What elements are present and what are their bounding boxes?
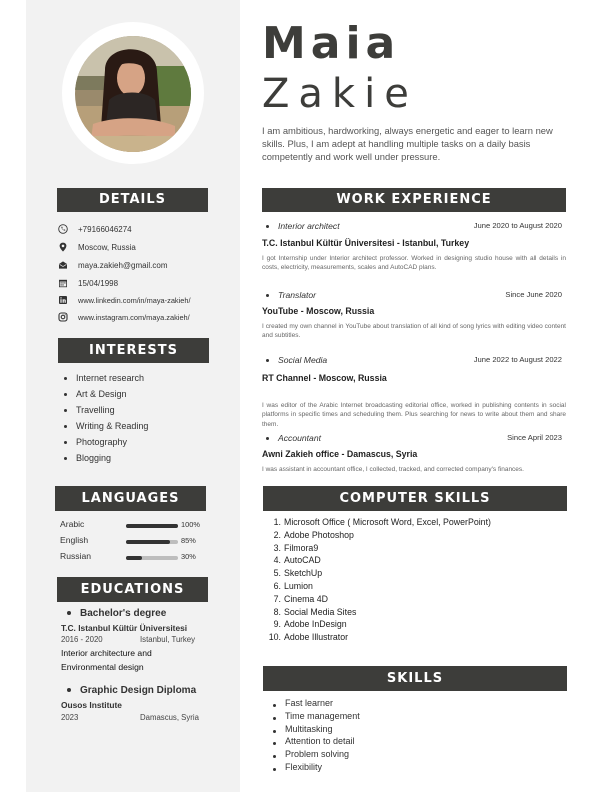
work-experience-heading: WORK EXPERIENCE	[262, 188, 566, 212]
computer-skill-item: 6. Lumion	[273, 580, 313, 591]
language-level-bar	[126, 524, 178, 528]
language-level-fill	[126, 556, 142, 560]
skill-item: Problem solving	[273, 748, 360, 761]
computer-skill-item: 3. Filmora9	[273, 542, 319, 553]
last-name: Zakie	[262, 71, 418, 117]
computer-skill-item: 4. AutoCAD	[273, 555, 321, 566]
job-dates: Since April 2023	[507, 433, 562, 442]
languages-heading: LANGUAGES	[55, 486, 206, 511]
language-name: Arabic	[60, 519, 85, 529]
job-description: I was assistant in accountant office, I collected, tracked, and corrected company's finances.	[262, 466, 524, 473]
contact-instagram[interactable]	[58, 311, 190, 323]
interest-item: Travelling	[64, 402, 148, 418]
contact-linkedin[interactable]	[58, 294, 191, 306]
language-row	[60, 519, 210, 531]
phone-text: +79166046274	[78, 224, 132, 234]
interest-item: Photography	[64, 434, 148, 450]
job-company: T.C. Istanbul Kültür Üniversitesi - Istanbul, Turkey	[262, 238, 470, 248]
interests-list	[64, 370, 148, 466]
computer-skill-item: 2. Adobe Photoshop	[273, 529, 354, 540]
job-dates: June 2022 to August 2022	[473, 355, 562, 364]
language-row	[60, 535, 210, 547]
job-role: Interior architect	[266, 221, 340, 231]
mail-icon	[58, 260, 68, 270]
interests-heading: INTERESTS	[58, 338, 209, 363]
job-dates: June 2020 to August 2020	[473, 221, 562, 230]
language-level-bar	[126, 556, 178, 560]
location-text: Moscow, Russia	[78, 242, 136, 252]
skills-heading: SKILLS	[263, 666, 567, 691]
educations-heading: EDUCATIONS	[57, 577, 208, 602]
contact-phone	[58, 223, 132, 235]
computer-skills-heading: COMPUTER SKILLS	[263, 486, 567, 511]
language-level-fill	[126, 540, 170, 544]
job-dates: Since June 2020	[505, 290, 562, 299]
details-heading: DETAILS	[57, 188, 208, 212]
phone-icon	[58, 224, 68, 234]
interest-item: Blogging	[64, 450, 148, 466]
education-dates: 2023	[61, 713, 79, 722]
interest-item: Internet research	[64, 370, 148, 386]
computer-skill-item: 7. Cinema 4D	[273, 593, 329, 604]
contact-birthdate	[58, 277, 118, 289]
education-school: Ousos Institute	[61, 700, 122, 710]
job-company: YouTube - Moscow, Russia	[262, 306, 375, 316]
language-percent: 30%	[181, 552, 196, 561]
job-description: I was editor of the Arabic Internet broadcasting editorial office, worked in publishing contents in social platforms in specific times and scheduling them. Plus searching for news to write about them and share them.	[262, 402, 566, 428]
job-description: I created my own channel in YouTube about translation of all kind of song lyrics with editing video content and subtitles.	[262, 323, 566, 340]
language-percent: 100%	[181, 520, 200, 529]
linkedin-link[interactable]: www.linkedin.com/in/maya-zakieh/	[78, 295, 191, 305]
email-text[interactable]: maya.zakieh@gmail.com	[78, 260, 168, 270]
education-description: Interior architecture and Environmental design	[61, 648, 152, 672]
language-row	[60, 551, 210, 563]
profile-summary: I am ambitious, hardworking, always energetic and eager to learn new skills. Plus, I am adept at handling multiple tasks on a daily basis competently and work well under pressure.	[262, 125, 553, 162]
first-name: Maia	[262, 18, 401, 69]
job-role: Translator	[266, 290, 316, 300]
education-school: T.C. Istanbul Kültür Üniversitesi	[61, 623, 188, 633]
language-level-fill	[126, 524, 178, 528]
computer-skill-item: 1. Microsoft Office ( Microsoft Word, Excel, PowerPoint)	[273, 517, 491, 527]
linkedin-icon	[58, 295, 68, 305]
skill-item: Fast learner	[273, 697, 360, 710]
interest-item: Writing & Reading	[64, 418, 148, 434]
job-role: Accountant	[266, 433, 321, 443]
calendar-icon	[58, 278, 68, 288]
computer-skill-item: 10. Adobe Illustrator	[268, 632, 349, 643]
education-degree: Graphic Design Diploma	[67, 685, 196, 696]
education-dates: 2016 - 2020	[61, 635, 103, 644]
profile-photo	[75, 36, 191, 152]
job-role: Social Media	[266, 355, 327, 365]
language-name: Russian	[60, 551, 92, 561]
instagram-icon	[58, 312, 68, 322]
computer-skill-item: 9. Adobe InDesign	[273, 619, 347, 630]
skill-item: Flexibility	[273, 761, 360, 774]
language-level-bar	[126, 540, 178, 544]
skill-item: Multitasking	[273, 723, 360, 736]
location-pin-icon	[58, 242, 68, 252]
instagram-link[interactable]: www.instagram.com/maya.zakieh/	[78, 312, 190, 322]
job-description: I got Internship under Interior architect professor. Worked in designing studio house with all details in costs, electricity, measurements, scales and AutoCAD plans.	[262, 255, 566, 272]
language-name: English	[60, 535, 89, 545]
contact-location	[58, 241, 136, 253]
education-degree: Bachelor's degree	[67, 608, 166, 619]
skill-item: Attention to detail	[273, 735, 360, 748]
interest-item: Art & Design	[64, 386, 148, 402]
computer-skill-item: 8. Social Media Sites	[273, 606, 357, 617]
education-location: Damascus, Syria	[140, 713, 199, 722]
skills-list	[273, 697, 360, 774]
language-percent: 85%	[181, 536, 196, 545]
contact-email[interactable]	[58, 259, 167, 271]
job-company: Awni Zakieh office - Damascus, Syria	[262, 449, 418, 459]
birthdate-text: 15/04/1998	[78, 278, 119, 288]
job-company: RT Channel - Moscow, Russia	[262, 373, 387, 383]
education-location: Istanbul, Turkey	[140, 635, 196, 644]
skill-item: Time management	[273, 710, 360, 723]
computer-skill-item: 5. SketchUp	[273, 568, 323, 579]
computer-skills-list	[266, 516, 491, 644]
